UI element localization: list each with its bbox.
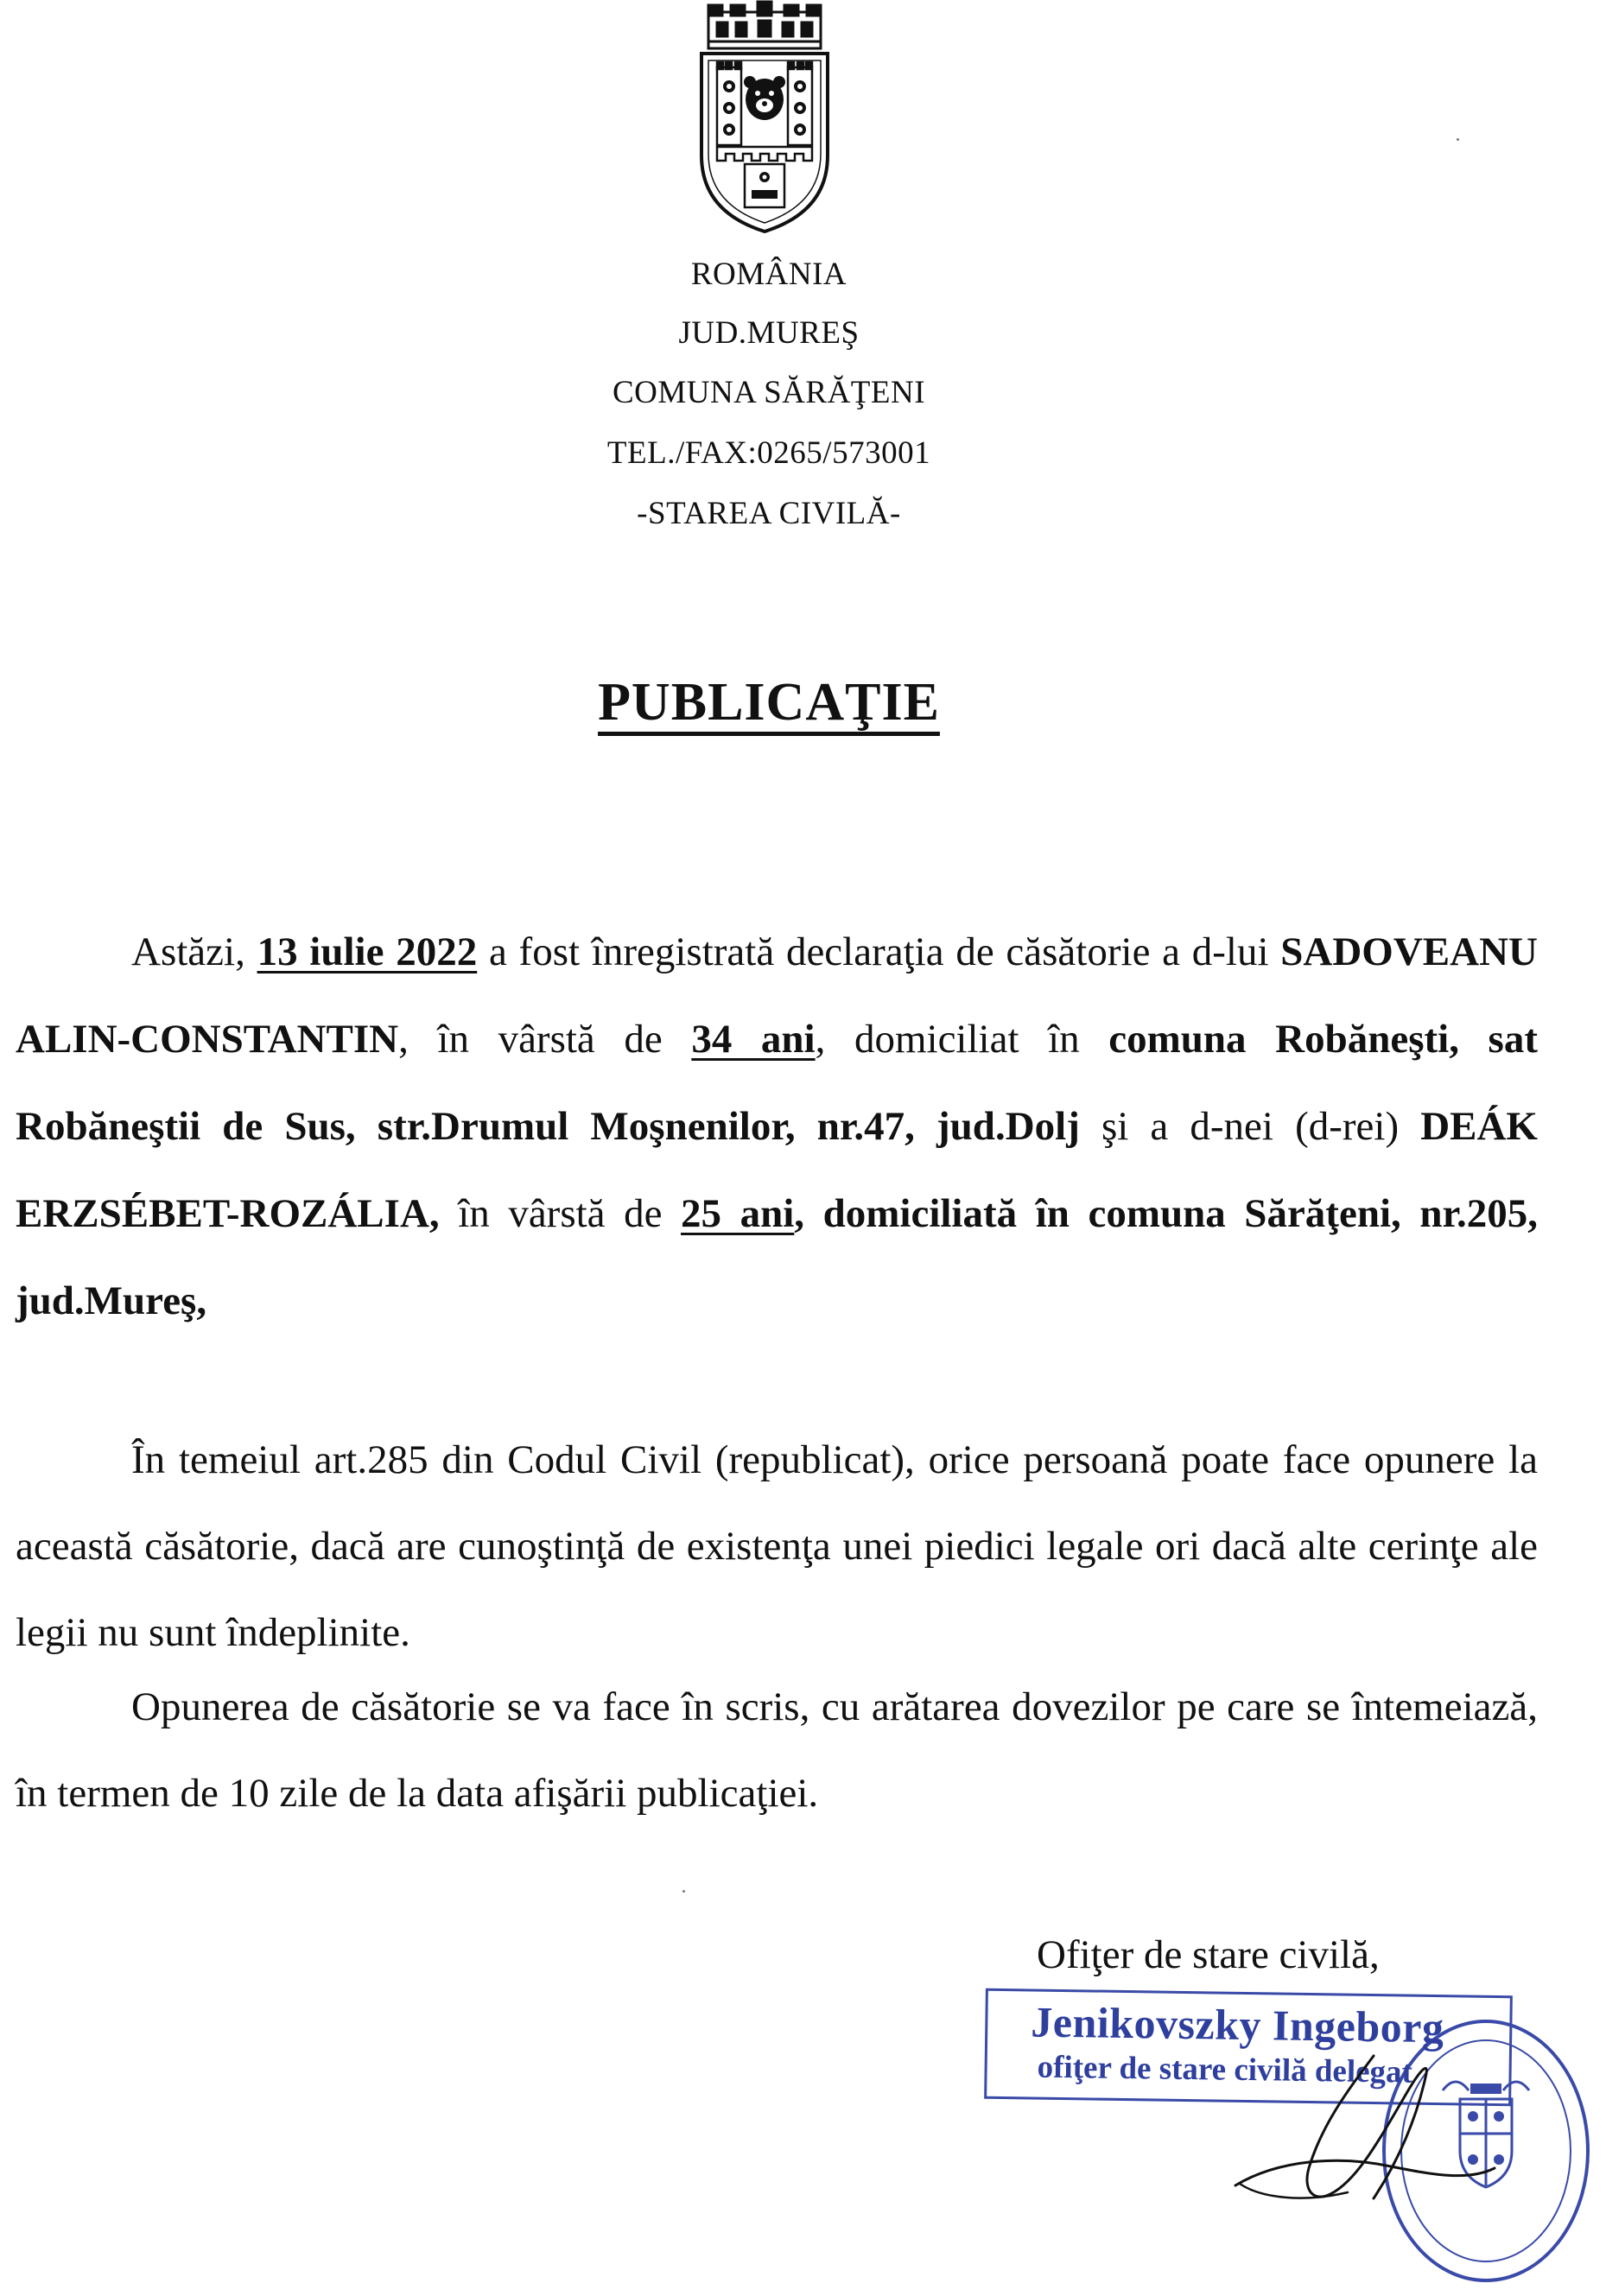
scan-speck (682, 1890, 685, 1893)
header-commune: COMUNA SĂRĂŢENI (612, 375, 926, 410)
announcement-text-a: a fost înregistrată declaraţia de căsătorie a d-lui (477, 929, 1281, 974)
groom-age: 34 ani (691, 1017, 816, 1062)
registration-date: 13 iulie 2022 (257, 929, 478, 974)
header-county: JUD.MUREŞ (678, 315, 860, 351)
header-country: ROMÂNIA (690, 257, 847, 292)
legal-text: În temeiul art.285 din Codul Civil (republicat), orice persoană poate face opunere la această căsătorie, dacă are cunoştinţă de existenţa unei piedici legale ori dacă alte cerinţe ale legii nu sunt îndeplinite. (16, 1437, 1538, 1655)
bride-age: 25 ani (681, 1191, 795, 1236)
announcement-text-b: , în vârstă de (398, 1017, 692, 1062)
announcement-text-e: în vârstă de (439, 1191, 682, 1236)
document-title: PUBLICAŢIE (598, 673, 940, 732)
handwritten-signature (1227, 2039, 1503, 2220)
bride-address: , domiciliată în comuna Sărăţeni, nr.205, jud.Mureş, (16, 1191, 1539, 1323)
groom-address: comuna Robăneşti, sat Robăneştii de Sus, str.Drumul Moşnenilor, nr.47, jud.Dolj (16, 1017, 1538, 1149)
announcement-intro: Astăzi, (131, 929, 257, 974)
stamp-officer-name: Jenikovszky Ingeborg (1030, 1997, 1444, 2052)
bride-name: DEÁK ERZSÉBET-ROZÁLIA, (16, 1104, 1538, 1236)
announcement-paragraph (16, 909, 1538, 1345)
stamp-officer-role: ofiţer de stare civilă delegat (1037, 2049, 1413, 2090)
officer-title: Ofiţer de stare civilă, (1037, 1932, 1380, 1977)
coat-of-arms-emblem (682, 0, 847, 238)
groom-name: SADOVEANU ALIN-CONSTANTIN (16, 929, 1538, 1062)
scan-speck (1457, 138, 1459, 141)
announcement-text-c: , domiciliat în (815, 1017, 1109, 1062)
legal-paragraph (16, 1417, 1538, 1676)
objection-paragraph (16, 1664, 1538, 1836)
header-phone: TEL./FAX:0265/573001 (606, 435, 931, 471)
objection-text: Opunerea de căsătorie se va face în scris, cu arătarea dovezilor pe care se întemeiază, în termen de 10 zile de la data afişării publicaţiei. (16, 1684, 1538, 1816)
announcement-text-d: şi a d-nei (d-rei) (1079, 1104, 1421, 1149)
header-department: -STAREA CIVILĂ- (637, 496, 901, 531)
